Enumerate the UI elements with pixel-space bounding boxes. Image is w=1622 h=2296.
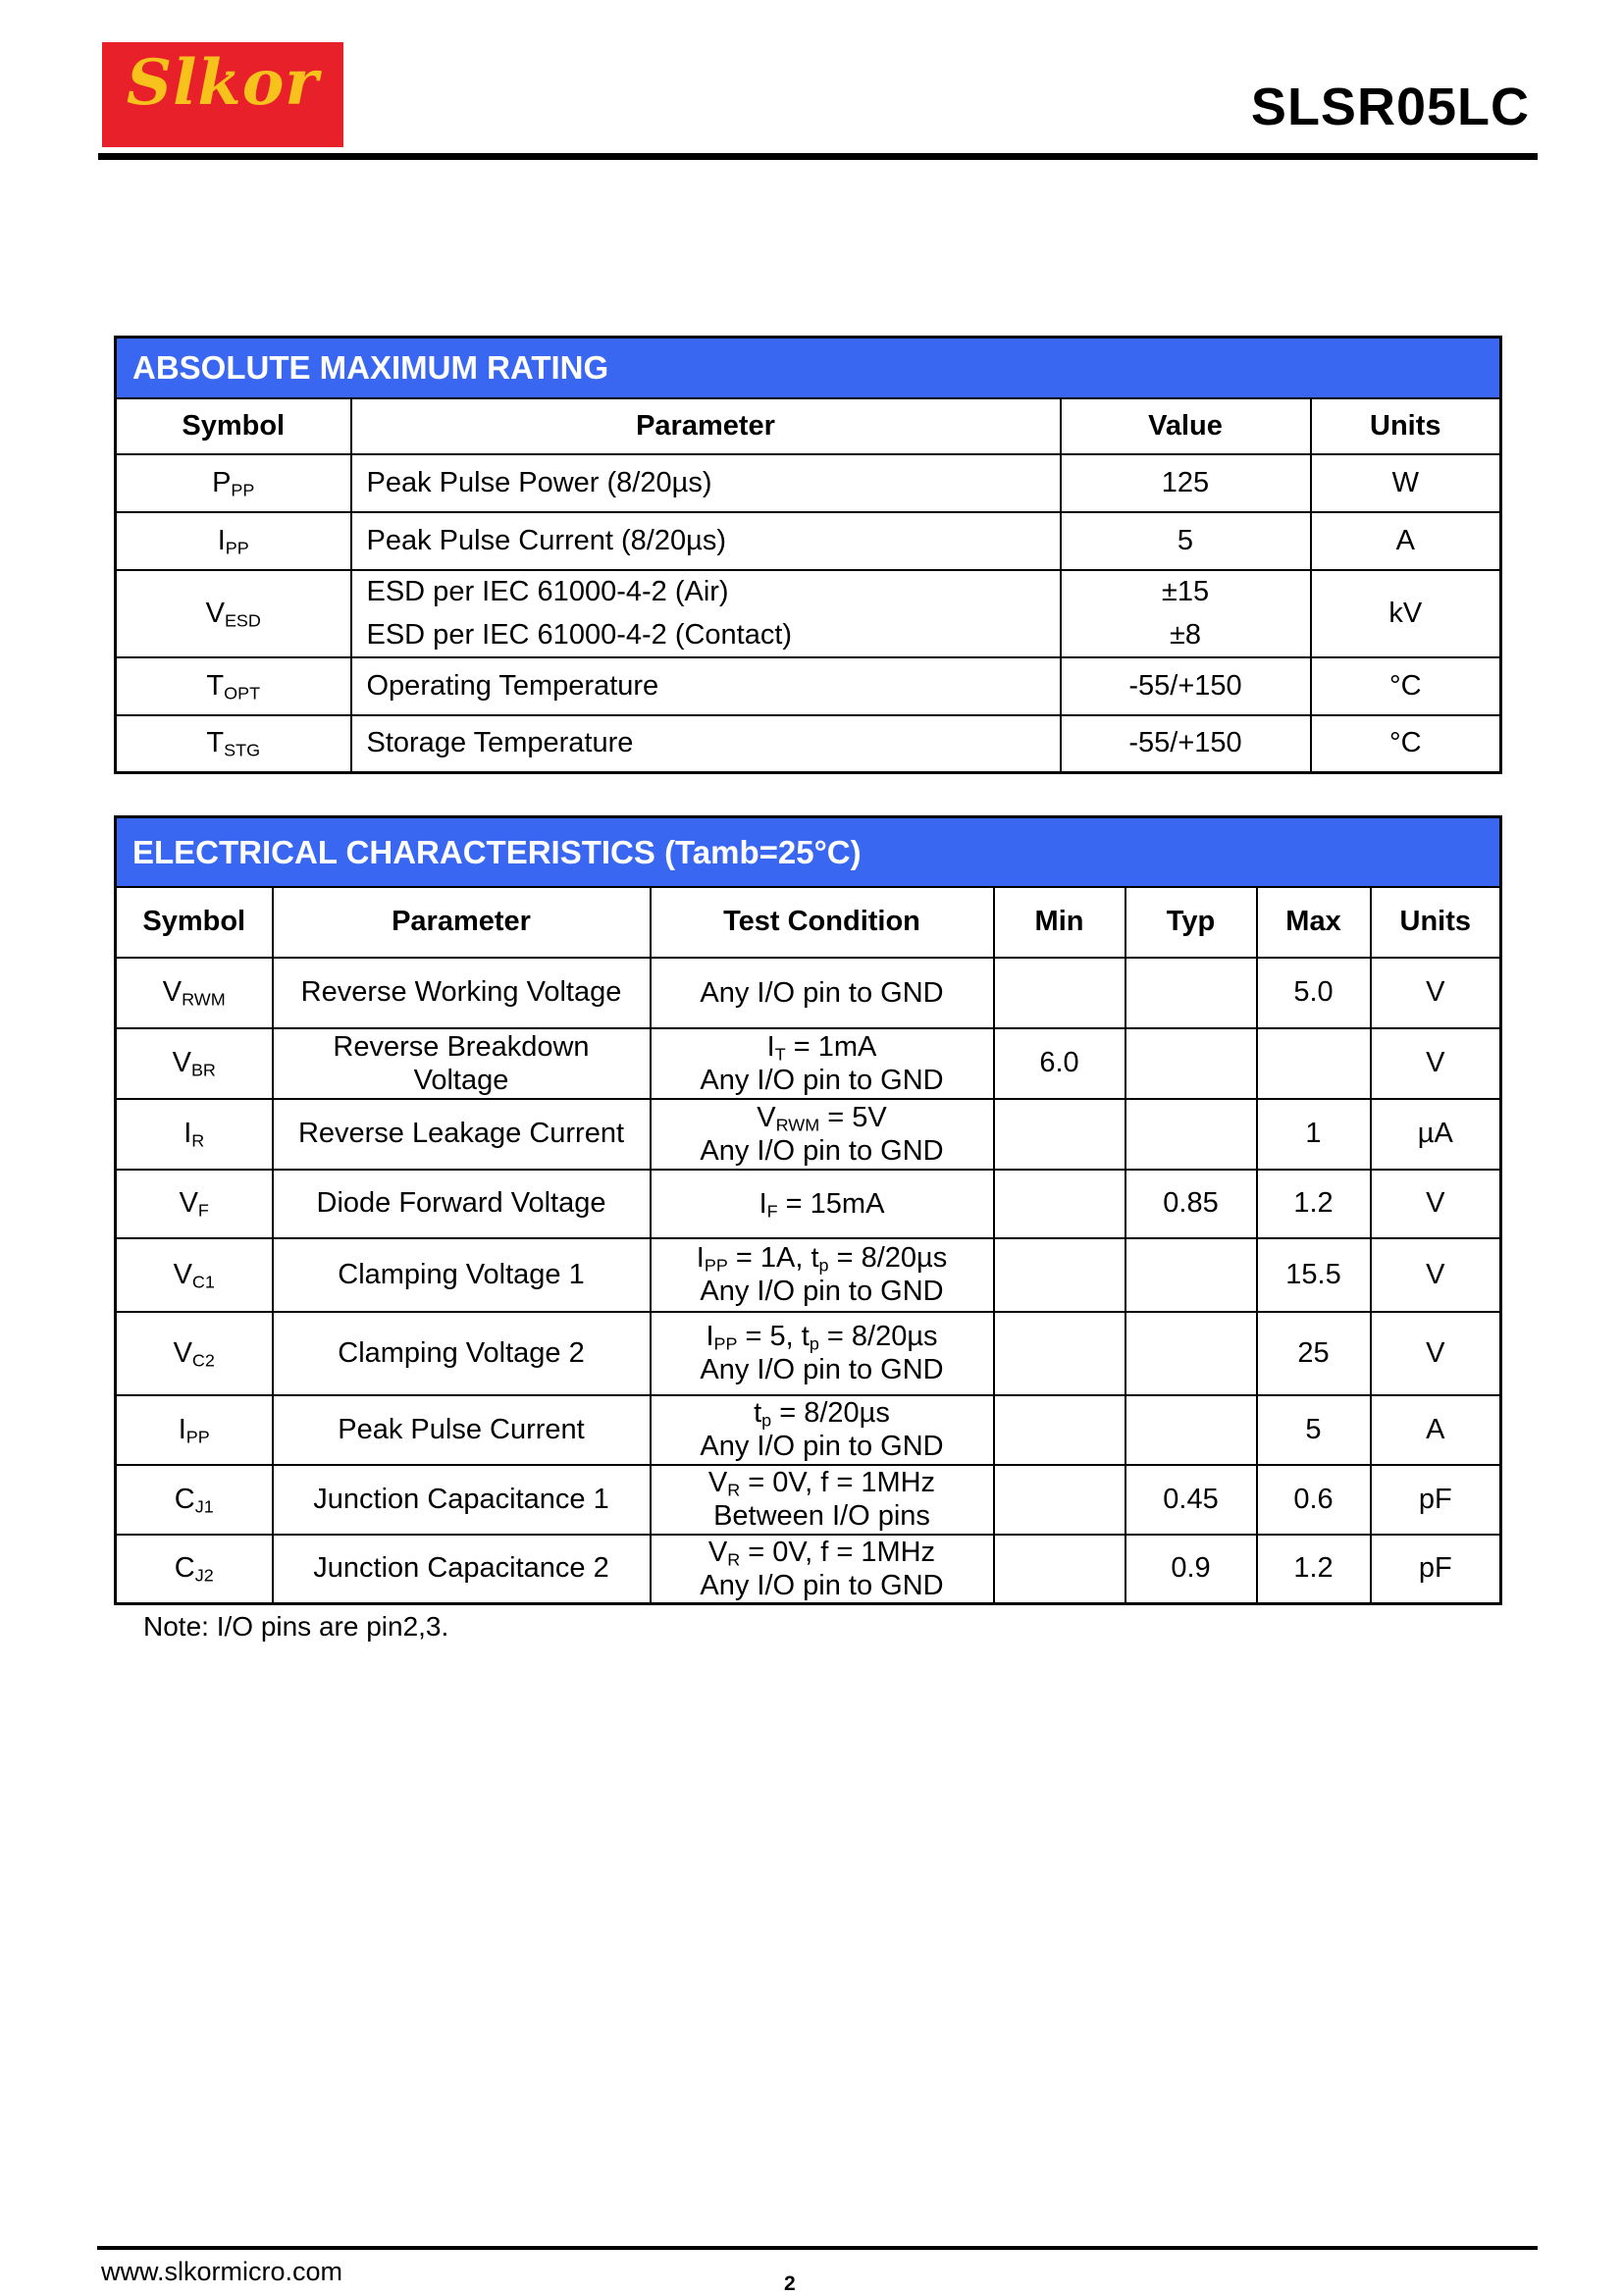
test-condition-cell: $I_T = 1mA$ Any I/O pin to GND <box>651 1028 994 1099</box>
logo-text: Slkor <box>126 46 320 120</box>
table-row <box>116 1312 1501 1395</box>
elec-header-parameter: Parameter <box>273 887 651 958</box>
page-number: 2 <box>784 2272 796 2295</box>
elec-header-symbol: Symbol <box>116 887 273 958</box>
parameter-cell: Clamping Voltage 1 <box>273 1238 651 1312</box>
units-cell: V <box>1371 1170 1501 1238</box>
table-row <box>116 715 1501 773</box>
units-cell: W <box>1311 454 1501 512</box>
typ-cell <box>1125 1099 1257 1170</box>
footer-divider <box>97 2246 1538 2250</box>
typ-cell: 0.85 <box>1125 1170 1257 1238</box>
typ-cell <box>1125 1028 1257 1099</box>
amr-header-value: Value <box>1061 398 1311 454</box>
units-cell: pF <box>1371 1465 1501 1535</box>
parameter-cell: Junction Capacitance 1 <box>273 1465 651 1535</box>
units-cell: kV <box>1311 570 1501 657</box>
symbol-cell: $T_{OPT}$ <box>116 657 351 715</box>
value-cell: -55/+150 <box>1061 715 1311 773</box>
symbol-cell: $V_{BR}$ <box>116 1028 273 1099</box>
typ-cell <box>1125 1395 1257 1465</box>
parameter-cell <box>351 570 1061 657</box>
table-row <box>116 570 1501 657</box>
test-condition-cell: $I_{PP} = 5$, $t_p = 8/20\mu s$ Any I/O pin to GND <box>651 1312 994 1395</box>
table-row <box>116 1028 1501 1099</box>
value-cell <box>1061 570 1311 657</box>
max-cell: 5.0 <box>1257 958 1371 1028</box>
parameter-line: ESD per IEC 61000-4-2 (Air) <box>366 576 729 607</box>
max-cell: 15.5 <box>1257 1238 1371 1312</box>
elec-header-max: Max <box>1257 887 1371 958</box>
table-row <box>116 1099 1501 1170</box>
table-row <box>116 454 1501 512</box>
symbol-cell: $V_F$ <box>116 1170 273 1238</box>
units-cell: A <box>1311 512 1501 570</box>
min-cell <box>994 1170 1125 1238</box>
symbol-cell: $V_{C1}$ <box>116 1238 273 1312</box>
table-row <box>116 1535 1501 1604</box>
parameter-cell: Clamping Voltage 2 <box>273 1312 651 1395</box>
parameter-cell: Reverse Leakage Current <box>273 1099 651 1170</box>
parameter-line: ESD per IEC 61000-4-2 (Contact) <box>366 619 793 651</box>
min-cell <box>994 1535 1125 1604</box>
amr-header-parameter: Parameter <box>351 398 1061 454</box>
test-condition-cell: $I_F = 15mA$ <box>651 1170 994 1238</box>
typ-cell: 0.9 <box>1125 1535 1257 1604</box>
max-cell: 1 <box>1257 1099 1371 1170</box>
min-cell <box>994 1465 1125 1535</box>
units-cell: V <box>1371 1238 1501 1312</box>
units-cell: pF <box>1371 1535 1501 1604</box>
min-cell <box>994 958 1125 1028</box>
elec-header-typ: Typ <box>1125 887 1257 958</box>
typ-cell <box>1125 958 1257 1028</box>
part-number-title: SLSR05LC <box>1250 78 1530 136</box>
table-row <box>116 1395 1501 1465</box>
parameter-cell: Peak Pulse Power (8/20µs) <box>351 454 1061 512</box>
value-cell: 5 <box>1061 512 1311 570</box>
parameter-cell: Peak Pulse Current <box>273 1395 651 1465</box>
header-divider <box>98 153 1538 160</box>
units-cell: V <box>1371 1028 1501 1099</box>
min-cell <box>994 1099 1125 1170</box>
value-cell: 125 <box>1061 454 1311 512</box>
pin-note: Note: I/O pins are pin2,3. <box>143 1611 449 1642</box>
table-row <box>116 958 1501 1028</box>
symbol-cell: $T_{STG}$ <box>116 715 351 773</box>
units-cell: V <box>1371 958 1501 1028</box>
units-cell: °C <box>1311 715 1501 773</box>
min-cell <box>994 1312 1125 1395</box>
test-condition-cell: Any I/O pin to GND <box>651 958 994 1028</box>
footer-website-link[interactable]: www.slkormicro.com <box>101 2257 343 2286</box>
parameter-cell: Reverse Working Voltage <box>273 958 651 1028</box>
max-cell: 1.2 <box>1257 1170 1371 1238</box>
table-row <box>116 1170 1501 1238</box>
parameter-cell: Storage Temperature <box>351 715 1061 773</box>
max-cell: 5 <box>1257 1395 1371 1465</box>
elec-header-test-condition: Test Condition <box>651 887 994 958</box>
parameter-cell: Reverse Breakdown Voltage <box>273 1028 651 1099</box>
table-row <box>116 512 1501 570</box>
typ-cell: 0.45 <box>1125 1465 1257 1535</box>
test-condition-cell: $V_R = 0V$, f = 1MHz Between I/O pins <box>651 1465 994 1535</box>
symbol-cell: $P_{PP}$ <box>116 454 351 512</box>
test-condition-cell: $t_p = 8/20\mu s$ Any I/O pin to GND <box>651 1395 994 1465</box>
elec-header-units: Units <box>1371 887 1501 958</box>
min-cell: 6.0 <box>994 1028 1125 1099</box>
max-cell: 25 <box>1257 1312 1371 1395</box>
parameter-cell: Junction Capacitance 2 <box>273 1535 651 1604</box>
parameter-cell: Peak Pulse Current (8/20µs) <box>351 512 1061 570</box>
table-row <box>116 657 1501 715</box>
test-condition-cell: $V_R = 0V$, f = 1MHz Any I/O pin to GND <box>651 1535 994 1604</box>
units-cell: A <box>1371 1395 1501 1465</box>
symbol-cell: $V_{RWM}$ <box>116 958 273 1028</box>
amr-header-symbol: Symbol <box>116 398 351 454</box>
value-line: ±15 <box>1161 576 1210 607</box>
parameter-cell: Diode Forward Voltage <box>273 1170 651 1238</box>
symbol-cell: $V_{C2}$ <box>116 1312 273 1395</box>
elec-title: ELECTRICAL CHARACTERISTICS (Tamb=25°C) <box>116 817 1501 887</box>
min-cell <box>994 1238 1125 1312</box>
max-cell: 0.6 <box>1257 1465 1371 1535</box>
value-line: ±8 <box>1169 619 1202 651</box>
units-cell: °C <box>1311 657 1501 715</box>
elec-header-min: Min <box>994 887 1125 958</box>
table-row <box>116 1465 1501 1535</box>
symbol-cell: $C_{J1}$ <box>116 1465 273 1535</box>
min-cell <box>994 1395 1125 1465</box>
test-condition-cell: $V_{RWM} = 5V$ Any I/O pin to GND <box>651 1099 994 1170</box>
units-cell: µA <box>1371 1099 1501 1170</box>
parameter-cell: Operating Temperature <box>351 657 1061 715</box>
absolute-maximum-rating-table <box>114 336 1502 774</box>
units-cell: V <box>1371 1312 1501 1395</box>
amr-title: ABSOLUTE MAXIMUM RATING <box>116 338 1501 398</box>
max-cell: 1.2 <box>1257 1535 1371 1604</box>
symbol-cell: $I_R$ <box>116 1099 273 1170</box>
typ-cell <box>1125 1238 1257 1312</box>
symbol-cell: $I_{PP}$ <box>116 1395 273 1465</box>
max-cell <box>1257 1028 1371 1099</box>
electrical-characteristics-table <box>114 815 1502 1605</box>
amr-header-units: Units <box>1311 398 1501 454</box>
value-cell: -55/+150 <box>1061 657 1311 715</box>
symbol-cell: $I_{PP}$ <box>116 512 351 570</box>
test-condition-cell: $I_{PP} = 1A$, $t_p = 8/20\mu s$ Any I/O pin to GND <box>651 1238 994 1312</box>
symbol-cell: $V_{ESD}$ <box>116 570 351 657</box>
table-row <box>116 1238 1501 1312</box>
typ-cell <box>1125 1312 1257 1395</box>
slkor-logo <box>102 42 343 147</box>
symbol-cell: $C_{J2}$ <box>116 1535 273 1604</box>
